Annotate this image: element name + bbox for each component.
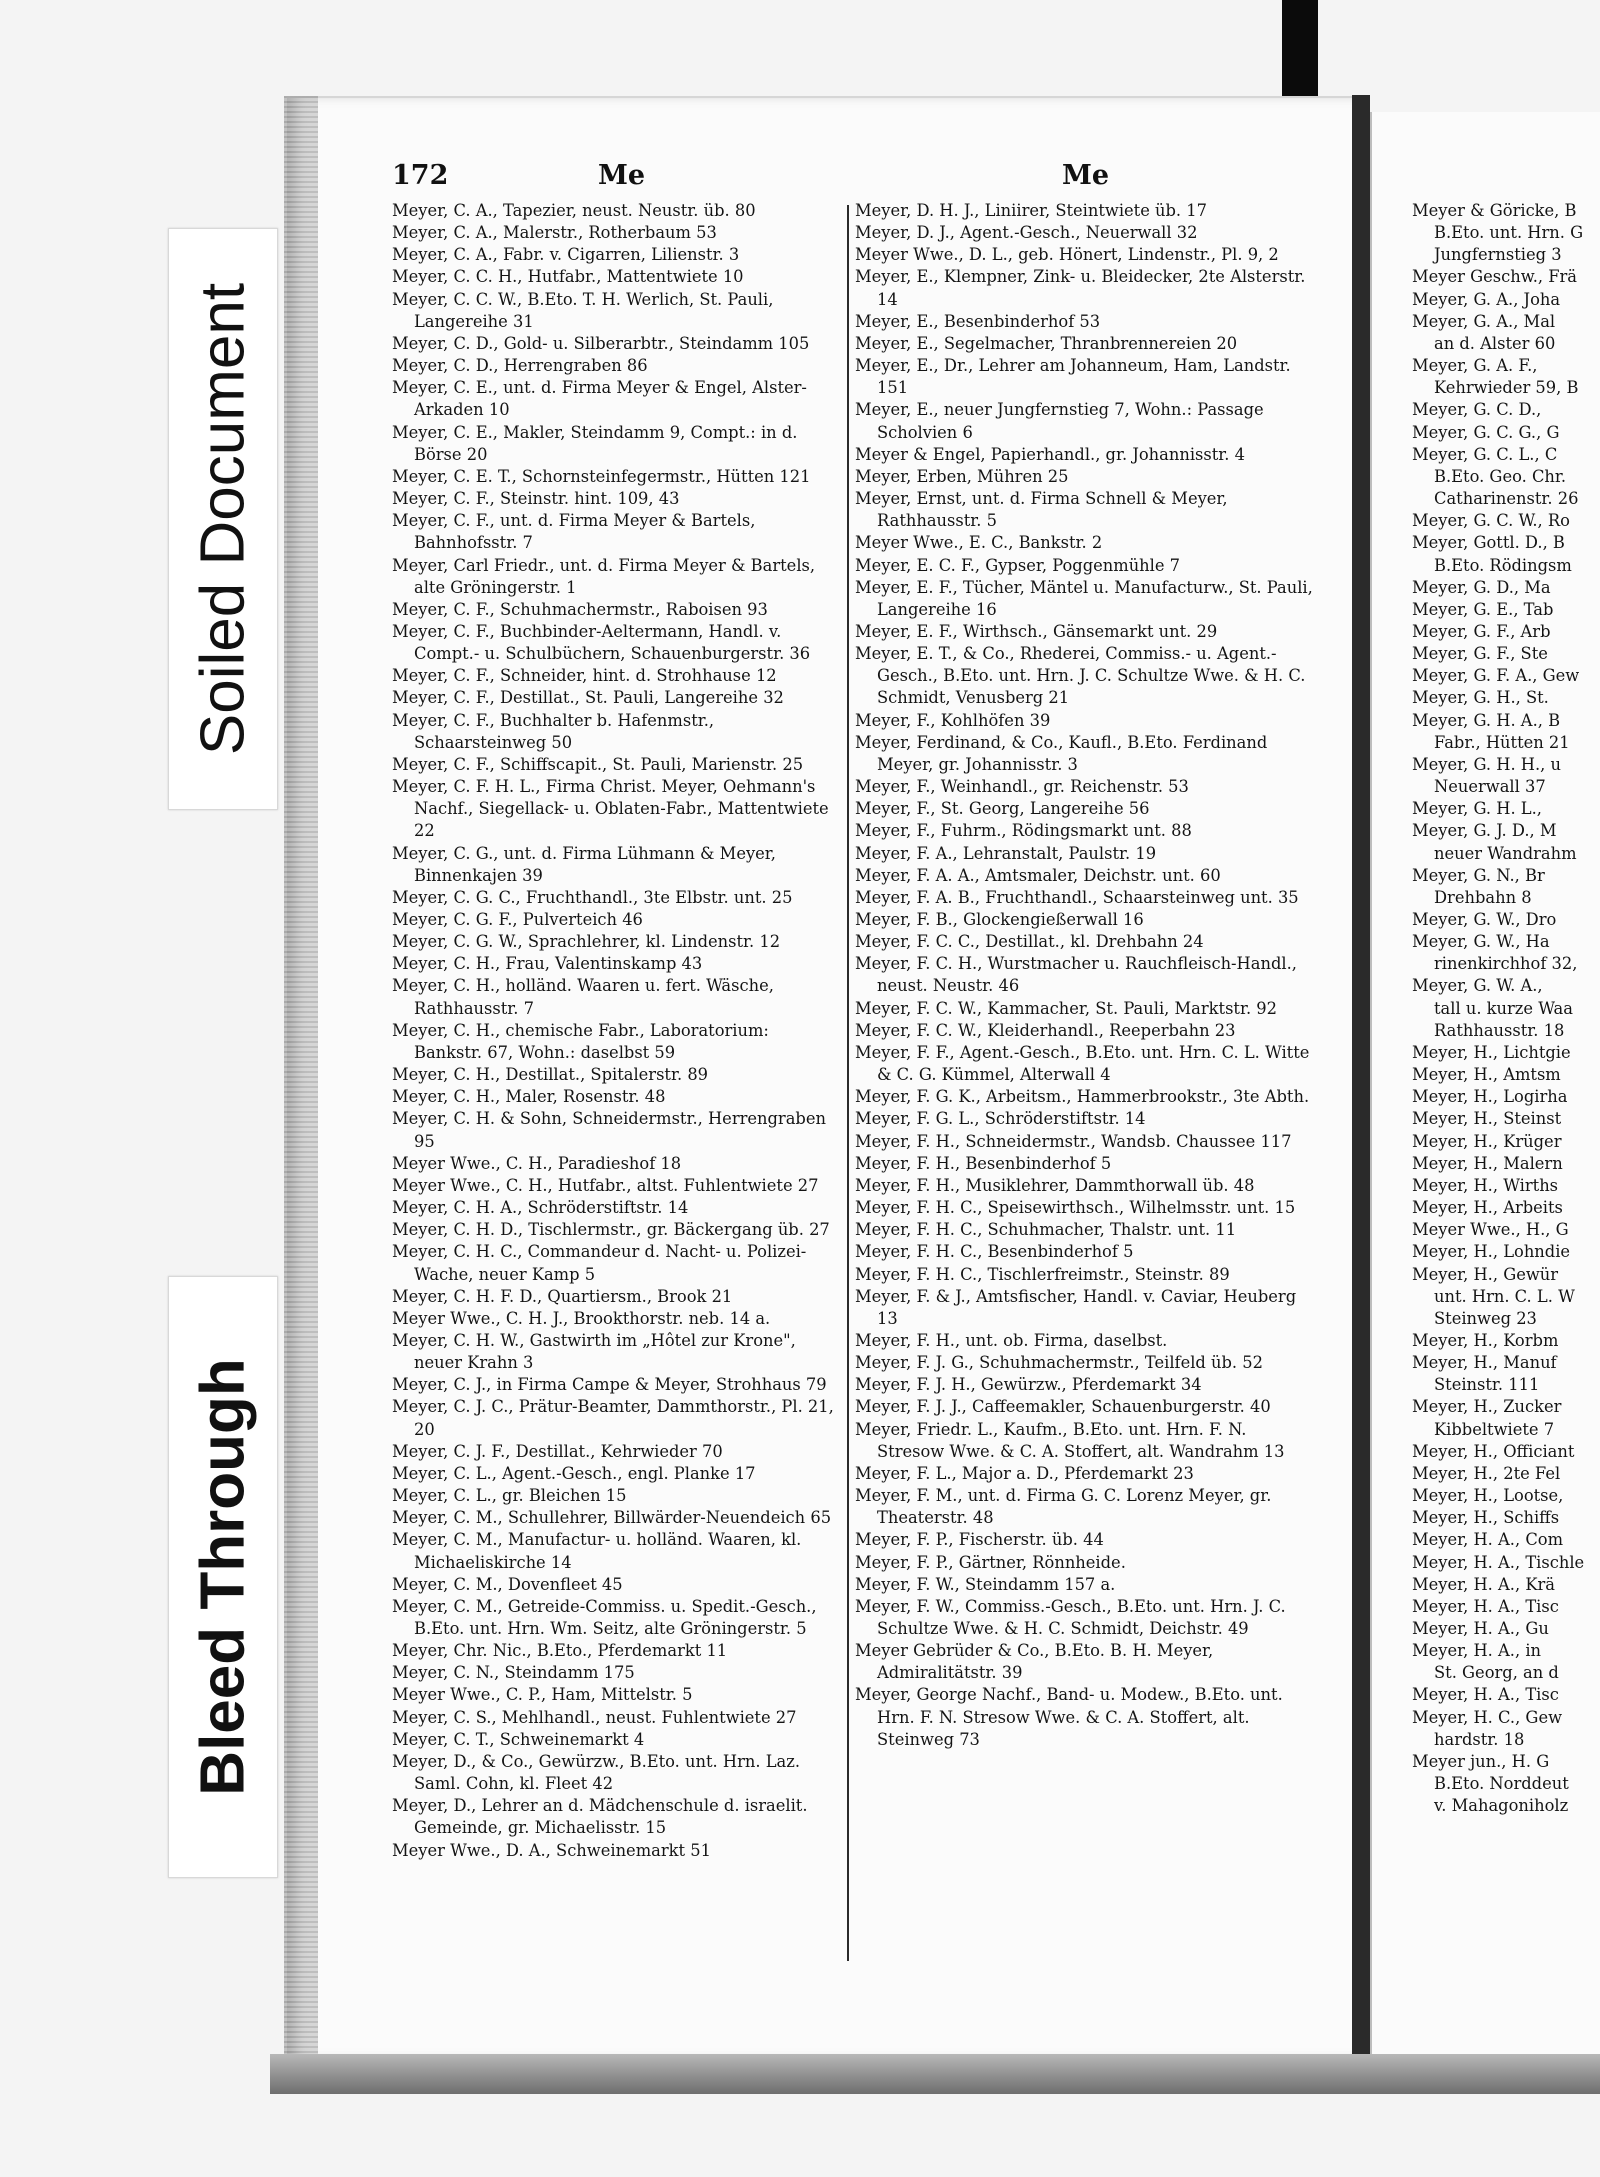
directory-entry: Meyer Gebrüder & Co., B.Eto. B. H. Meyer, Admiralitätstr. 39 [855, 1641, 1214, 1683]
directory-entry: Meyer, C. C. W., B.Eto. T. H. Werlich, St. Pauli, Langereihe 31 [392, 289, 774, 331]
directory-entry: hardstr. 18 [1434, 1729, 1525, 1749]
directory-entry: Meyer Wwe., D. A., Schweinemarkt 51 [392, 1840, 711, 1860]
directory-column-facing [1412, 200, 1600, 1817]
directory-entry: Meyer, H., Wirths [1412, 1175, 1559, 1195]
directory-entry: Meyer, E., Besenbinderhof 53 [855, 311, 1101, 331]
directory-entry: Meyer, F. W., Commiss.-Gesch., B.Eto. unt. Hrn. J. C. Schultze Wwe. & H. C. Schmidt, Deichstr. 49 [855, 1596, 1286, 1638]
directory-entry: Meyer, C. E., Makler, Steindamm 9, Compt.: in d. Börse 20 [392, 422, 798, 464]
directory-entry: Meyer, G. J. D., M [1412, 821, 1557, 841]
directory-entry: Meyer, H., Gewür [1412, 1264, 1559, 1284]
directory-entry: Meyer, Friedr. L., Kaufm., B.Eto. unt. Hrn. F. N. Stresow Wwe. & C. A. Stoffert, alt. Wandrahm 13 [855, 1419, 1285, 1461]
directory-entry: Meyer, H. A., Gu [1412, 1619, 1549, 1638]
directory-entry: Meyer, G. C. L., C [1412, 444, 1558, 464]
directory-column-left [392, 200, 842, 1862]
directory-entry: Meyer, C. F., Steinstr. hint. 109, 43 [392, 489, 680, 509]
directory-entry: Meyer, C. F., unt. d. Firma Meyer & Bartels, Bahnhofsstr. 7 [392, 511, 756, 553]
directory-entry: Meyer, C. F., Schiffscapit., St. Pauli, Marienstr. 25 [392, 754, 804, 774]
directory-entry: Meyer, C. M., Manufactur- u. holländ. Waaren, kl. Michaeliskirche 14 [392, 1530, 802, 1572]
directory-entry: Fabr., Hütten 21 [1434, 732, 1570, 752]
directory-entry: Meyer, F. J. H., Gewürzw., Pferdemarkt 34 [855, 1375, 1202, 1395]
directory-entry: Meyer, Carl Friedr., unt. d. Firma Meyer & Bartels, alte Gröningerstr. 1 [392, 555, 816, 597]
directory-entry: Meyer, H., Amtsm [1412, 1065, 1561, 1085]
directory-entry: Meyer, H. A., Tisc [1412, 1596, 1559, 1616]
directory-entry: Meyer, E., neuer Jungfernstieg 7, Wohn.: Passage Scholvien 6 [855, 400, 1264, 442]
directory-entry: Meyer, G. A., Mal [1412, 311, 1556, 331]
directory-entry: Meyer, C. A., Malerstr., Rotherbaum 53 [392, 223, 717, 243]
directory-entry: Meyer, H., Krüger [1412, 1131, 1562, 1151]
directory-entry: Meyer, F. H. C., Schuhmacher, Thalstr. unt. 11 [855, 1220, 1237, 1240]
directory-entry: Neuerwall 37 [1434, 777, 1546, 797]
directory-entry: Meyer, C. F., Buchbinder-Aeltermann, Handl. v. Compt.- u. Schulbüchern, Schauenburgerstr. 36 [392, 621, 811, 664]
directory-entry: Meyer, F. P., Gärtner, Rönnheide. [855, 1552, 1126, 1572]
directory-entry: Meyer, D., & Co., Gewürzw., B.Eto. unt. Hrn. Laz. Saml. Cohn, kl. Fleet 42 [392, 1751, 800, 1794]
page-header [392, 160, 1312, 196]
directory-entry: Meyer, C. H. & Sohn, Schneidermstr., Herrengraben 95 [392, 1109, 826, 1151]
directory-entry: Meyer, G. D., Ma [1412, 577, 1551, 597]
directory-entry: Meyer, Gottl. D., B [1412, 533, 1565, 553]
directory-entry: Meyer, H., Logirha [1412, 1087, 1568, 1107]
directory-entry: Meyer, H. A., Com [1412, 1530, 1564, 1550]
directory-entry: Meyer, C. H. W., Gastwirth im „Hôtel zur Krone", neuer Krahn 3 [392, 1330, 796, 1373]
directory-entry: Meyer, F. H. C., Besenbinderhof 5 [855, 1242, 1134, 1262]
directory-entry: Meyer, G. A., Joha [1412, 289, 1561, 309]
directory-entry: Meyer, F. H., Musiklehrer, Dammthorwall üb. 48 [855, 1175, 1255, 1195]
directory-entry: Meyer, C. H., Frau, Valentinskamp 43 [392, 954, 703, 974]
directory-entry: Meyer, G. W., Ha [1412, 932, 1550, 952]
directory-entry: Meyer, C. A., Fabr. v. Cigarren, Lilienstr. 3 [392, 245, 740, 265]
directory-entry: Meyer, F. J. J., Caffeemakler, Schauenburgerstr. 40 [855, 1397, 1271, 1417]
directory-entry: Meyer, C. E. T., Schornsteinfegermstr., Hütten 121 [392, 466, 811, 486]
directory-entry: B.Eto. Norddeut [1434, 1774, 1569, 1794]
directory-entry: Meyer, C. J. C., Prätur-Beamter, Dammthorstr., Pl. 21, 20 [392, 1397, 834, 1439]
directory-entry: Meyer, H., Arbeits [1412, 1198, 1563, 1218]
directory-entry: Meyer, G. H. L., [1412, 799, 1542, 819]
directory-entry: Meyer Wwe., C. H., Paradieshof 18 [392, 1153, 682, 1173]
directory-entry: Meyer & Engel, Papierhandl., gr. Johannisstr. 4 [855, 444, 1245, 464]
directory-entry: Meyer, C. C. H., Hutfabr., Mattentwiete 10 [392, 267, 744, 287]
page-number: 172 [392, 160, 449, 191]
directory-entry: Meyer, F. H. C., Tischlerfreimstr., Steinstr. 89 [855, 1264, 1230, 1284]
directory-entry: Meyer, H., Lichtgie [1412, 1042, 1571, 1062]
directory-entry: Meyer Wwe., C. H., Hutfabr., altst. Fuhlentwiete 27 [392, 1175, 819, 1195]
directory-entry: Meyer, E. F., Wirthsch., Gänsemarkt unt. 29 [855, 621, 1218, 641]
directory-entry: tall u. kurze Waa [1434, 998, 1573, 1018]
directory-entry: Meyer, C. F. H. L., Firma Christ. Meyer, Oehmann's Nachf., Siegellack- u. Oblaten-Fabr., Mattentwiete 22 [392, 777, 829, 841]
directory-entry: unt. Hrn. C. L. W [1434, 1286, 1575, 1306]
directory-entry: Meyer Geschw., Frä [1412, 267, 1578, 287]
directory-entry: Meyer Wwe., D. L., geb. Hönert, Lindenstr., Pl. 9, 2 [855, 245, 1279, 265]
directory-entry: Meyer, C. H., chemische Fabr., Laboratorium: Bankstr. 67, Wohn.: daselbst 59 [392, 1020, 769, 1062]
directory-entry: Meyer, F. L., Major a. D., Pferdemarkt 23 [855, 1463, 1194, 1483]
directory-entry: Meyer, H., 2te Fel [1412, 1463, 1561, 1483]
directory-entry: Meyer, Erben, Mühren 25 [855, 466, 1069, 486]
directory-entry: Meyer, F. C. W., Kammacher, St. Pauli, Marktstr. 92 [855, 998, 1278, 1018]
directory-entry: Meyer, E. T., & Co., Rhederei, Commiss.- u. Agent.-Gesch., B.Eto. unt. Hrn. J. C. Schultze Wwe. & H. C. Schmidt, Venusberg 21 [855, 644, 1306, 708]
directory-entry: Meyer, F. M., unt. d. Firma G. C. Lorenz Meyer, gr. Theaterstr. 48 [855, 1486, 1272, 1528]
directory-entry: B.Eto. Rödingsm [1434, 555, 1572, 575]
directory-entry: Meyer, D. J., Agent.-Gesch., Neuerwall 32 [855, 223, 1198, 243]
directory-entry: Meyer, H., Lootse, [1412, 1486, 1564, 1506]
directory-entry: Meyer, C. H., holländ. Waaren u. fert. Wäsche, Rathhausstr. 7 [392, 976, 774, 1018]
directory-entry: v. Mahagoniholz [1434, 1796, 1569, 1816]
directory-entry: Meyer, F., Kohlhöfen 39 [855, 710, 1051, 730]
directory-entry: Meyer, F. B., Glockengießerwall 16 [855, 910, 1144, 929]
directory-entry: Meyer, G. H., St. [1412, 688, 1549, 708]
directory-entry: Meyer, C. F., Buchhalter b. Hafenmstr., Schaarsteinweg 50 [392, 710, 715, 752]
soiled-document-tab [168, 228, 278, 810]
directory-entry: Meyer, E., Segelmacher, Thranbrennereien 20 [855, 333, 1238, 353]
directory-entry: Meyer, H., Zucker [1412, 1397, 1562, 1417]
directory-entry: Meyer, F. H. C., Speisewirthsch., Wilhelmsstr. unt. 15 [855, 1198, 1296, 1218]
directory-entry: Meyer jun., H. G [1412, 1751, 1550, 1771]
directory-entry: Meyer & Göricke, B [1412, 201, 1577, 220]
directory-entry: Meyer, H., Lohndie [1412, 1242, 1571, 1262]
directory-entry: Meyer, C. H., Maler, Rosenstr. 48 [392, 1087, 666, 1107]
directory-entry: Meyer, C. F., Schneider, hint. d. Strohhause 12 [392, 666, 777, 686]
directory-entry: Meyer, C. M., Getreide-Commiss. u. Spedit.-Gesch., B.Eto. unt. Hrn. Wm. Seitz, alte Gröningerstr. 5 [392, 1596, 817, 1638]
directory-entry: Meyer Wwe., C. P., Ham, Mittelstr. 5 [392, 1685, 693, 1705]
directory-entry: Meyer, C. H. C., Commandeur d. Nacht- u. Polizei-Wache, neuer Kamp 5 [392, 1242, 807, 1284]
book-spine [1352, 95, 1370, 2055]
directory-entry: Meyer, F. G. K., Arbeitsm., Hammerbrookstr., 3te Abth. [855, 1087, 1310, 1107]
directory-entry: Meyer, F., Weinhandl., gr. Reichenstr. 53 [855, 777, 1189, 797]
directory-entry: Meyer, H. C., Gew [1412, 1707, 1563, 1727]
directory-entry: Meyer, G. C. D., [1412, 400, 1542, 420]
soiled-document-label: Soiled Document [188, 282, 258, 756]
directory-entry: Kibbeltwiete 7 [1434, 1419, 1555, 1439]
directory-entry: Meyer, G. F., Ste [1412, 644, 1548, 664]
directory-entry: Meyer, G. E., Tab [1412, 599, 1554, 619]
headword-left: Me [598, 160, 646, 191]
directory-entry: Meyer, C. D., Gold- u. Silberarbtr., Steindamm 105 [392, 333, 810, 353]
directory-entry: Catharinenstr. 26 [1434, 489, 1579, 509]
directory-entry: Meyer, C. S., Mehlhandl., neust. Fuhlentwiete 27 [392, 1707, 797, 1727]
directory-entry: Meyer, F. C. W., Kleiderhandl., Reeperbahn 23 [855, 1020, 1236, 1040]
directory-entry: Meyer, C. H. F. D., Quartiersm., Brook 21 [392, 1286, 733, 1306]
directory-entry: an d. Alster 60 [1434, 333, 1556, 353]
directory-entry: Meyer, G. N., Br [1412, 865, 1545, 885]
directory-entry: Meyer, C. J., in Firma Campe & Meyer, Strohhaus 79 [392, 1375, 827, 1395]
bleed-through-label: Bleed Through [188, 1358, 258, 1796]
directory-entry: Meyer, F. F., Agent.-Gesch., B.Eto. unt. Hrn. C. L. Witte & C. G. Kümmel, Alterwall 4 [855, 1042, 1310, 1085]
directory-entry: Meyer, Ernst, unt. d. Firma Schnell & Meyer, Rathhausstr. 5 [855, 489, 1228, 531]
page-stack-edge [270, 2054, 1600, 2094]
directory-entry: Meyer, F. A. B., Fruchthandl., Schaarsteinweg unt. 35 [855, 887, 1299, 907]
page-gutter-shadow [284, 96, 318, 2056]
directory-entry: Meyer, G. H. H., u [1412, 754, 1562, 774]
directory-entry: Meyer, C. M., Dovenfleet 45 [392, 1574, 623, 1594]
directory-entry: Meyer, H. A., Krä [1412, 1574, 1555, 1594]
directory-entry: Meyer, E. C. F., Gypser, Poggenmühle 7 [855, 555, 1181, 575]
directory-entry: Meyer, H., Schiffs [1412, 1508, 1560, 1528]
directory-entry: rinenkirchhof 32, [1434, 954, 1578, 974]
directory-entry: Meyer, H., Korbm [1412, 1330, 1559, 1350]
directory-entry: Meyer, G. F., Arb [1412, 621, 1551, 641]
directory-entry: Meyer, H., Manuf [1412, 1353, 1557, 1373]
directory-entry: Meyer, C. G. W., Sprachlehrer, kl. Lindenstr. 12 [392, 932, 781, 952]
directory-entry: Meyer, C. T., Schweinemarkt 4 [392, 1729, 645, 1749]
directory-entry: B.Eto. unt. Hrn. G [1434, 223, 1584, 243]
directory-entry: Meyer, H. A., Tisc [1412, 1685, 1559, 1705]
directory-entry: Meyer, F. H., Schneidermstr., Wandsb. Chaussee 117 [855, 1131, 1292, 1151]
directory-entry: Meyer, C. F., Schuhmachermstr., Raboisen 93 [392, 599, 768, 619]
directory-entry: Meyer, E., Dr., Lehrer am Johanneum, Ham, Landstr. 151 [855, 356, 1291, 398]
directory-entry: Steinweg 23 [1434, 1308, 1537, 1328]
directory-entry: Meyer, C. F., Destillat., St. Pauli, Langereihe 32 [392, 688, 784, 708]
directory-entry: Meyer, C. H., Destillat., Spitalerstr. 89 [392, 1065, 709, 1085]
directory-entry: Kehrwieder 59, B [1434, 378, 1579, 398]
directory-entry: Meyer, G. F. A., Gew [1412, 666, 1580, 686]
directory-entry: Meyer, Chr. Nic., B.Eto., Pferdemarkt 11 [392, 1641, 728, 1661]
directory-entry: B.Eto. Geo. Chr. [1434, 466, 1567, 486]
directory-entry: Meyer, F., St. Georg, Langereihe 56 [855, 799, 1150, 819]
directory-entry: St. Georg, an d [1434, 1663, 1559, 1683]
directory-entry: Meyer, F. A. A., Amtsmaler, Deichstr. unt. 60 [855, 865, 1221, 885]
directory-entry: Meyer, C. N., Steindamm 175 [392, 1663, 635, 1683]
directory-entry: Meyer, George Nachf., Band- u. Modew., B.Eto. unt. Hrn. F. N. Stresow Wwe. & C. A. Stoffert, alt. Steinweg 73 [855, 1685, 1283, 1749]
directory-entry: Meyer, F. P., Fischerstr. üb. 44 [855, 1530, 1104, 1550]
directory-entry: neuer Wandrahm [1434, 843, 1577, 863]
directory-entry: Meyer, D., Lehrer an d. Mädchenschule d. israelit. Gemeinde, gr. Michaelisstr. 15 [392, 1796, 808, 1838]
directory-entry: Meyer, C. H. A., Schröderstiftstr. 14 [392, 1198, 689, 1218]
directory-entry: Meyer, G. C. W., Ro [1412, 511, 1570, 531]
directory-entry: Meyer, H., Malern [1412, 1153, 1563, 1173]
bleed-through-tab [168, 1276, 278, 1878]
directory-entry: Meyer, C. A., Tapezier, neust. Neustr. üb. 80 [392, 201, 756, 220]
directory-entry: Meyer, F. H., Besenbinderhof 5 [855, 1153, 1112, 1173]
directory-entry: Meyer, C. G., unt. d. Firma Lühmann & Meyer, Binnenkajen 39 [392, 843, 776, 885]
directory-entry: Meyer, G. C. G., G [1412, 422, 1560, 442]
directory-entry: Rathhausstr. 18 [1434, 1020, 1565, 1040]
directory-entry: Meyer, G. H. A., B [1412, 710, 1561, 730]
directory-entry: Meyer Wwe., H., G [1412, 1220, 1569, 1240]
directory-entry: Meyer, F. C. C., Destillat., kl. Drehbahn 24 [855, 932, 1204, 952]
directory-entry: Meyer, H. A., in [1412, 1641, 1542, 1661]
directory-entry: Meyer, F. C. H., Wurstmacher u. Rauchfleisch-Handl., neust. Neustr. 46 [855, 954, 1297, 996]
directory-entry: Meyer, H., Officiant [1412, 1441, 1575, 1461]
directory-entry: Meyer, G. A. F., [1412, 356, 1538, 376]
directory-entry: Meyer, F. A., Lehranstalt, Paulstr. 19 [855, 843, 1157, 863]
directory-entry: Meyer, E. F., Tücher, Mäntel u. Manufacturw., St. Pauli, Langereihe 16 [855, 577, 1313, 619]
directory-entry: Meyer, D. H. J., Liniirer, Steintwiete üb. 17 [855, 201, 1207, 220]
directory-entry: Meyer, G. W., Dro [1412, 910, 1557, 929]
directory-entry: Meyer, C. J. F., Destillat., Kehrwieder 70 [392, 1441, 723, 1461]
directory-entry: Meyer, C. D., Herrengraben 86 [392, 356, 648, 376]
directory-entry: Meyer, H. A., Tischle [1412, 1552, 1585, 1572]
directory-entry: Meyer, F., Fuhrm., Rödingsmarkt unt. 88 [855, 821, 1192, 841]
directory-column-right [855, 200, 1315, 1751]
directory-entry: Meyer, G. W. A., [1412, 976, 1543, 996]
directory-entry: Meyer Wwe., C. H. J., Brookthorstr. neb. 14 a. [392, 1308, 771, 1328]
column-divider [847, 205, 849, 1961]
directory-entry: Jungfernstieg 3 [1434, 245, 1562, 265]
directory-entry: Meyer, C. H. D., Tischlermstr., gr. Bäckergang üb. 27 [392, 1220, 830, 1240]
directory-entry: Meyer, Ferdinand, & Co., Kaufl., B.Eto. Ferdinand Meyer, gr. Johannisstr. 3 [855, 732, 1268, 774]
headword-right: Me [1062, 160, 1110, 191]
directory-entry: Meyer, C. G. C., Fruchthandl., 3te Elbstr. unt. 25 [392, 887, 793, 907]
directory-entry: Meyer, C. M., Schullehrer, Billwärder-Neuendeich 65 [392, 1508, 832, 1528]
directory-entry: Meyer, C. L., Agent.-Gesch., engl. Planke 17 [392, 1463, 756, 1483]
directory-entry: Meyer, E., Klempner, Zink- u. Bleidecker, 2te Alsterstr. 14 [855, 267, 1306, 309]
directory-entry: Meyer, F. & J., Amtsfischer, Handl. v. Caviar, Heuberg 13 [855, 1286, 1297, 1328]
directory-entry: Meyer, F. H., unt. ob. Firma, daselbst. [855, 1330, 1168, 1350]
directory-entry: Meyer, F. G. L., Schröderstiftstr. 14 [855, 1109, 1146, 1129]
directory-entry: Meyer, C. G. F., Pulverteich 46 [392, 910, 643, 929]
directory-entry: Meyer Wwe., E. C., Bankstr. 2 [855, 533, 1103, 553]
directory-entry: Meyer, F. W., Steindamm 157 a. [855, 1574, 1116, 1594]
directory-entry: Meyer, C. L., gr. Bleichen 15 [392, 1486, 627, 1506]
directory-entry: Drehbahn 8 [1434, 887, 1532, 907]
directory-entry: Meyer, H., Steinst [1412, 1109, 1562, 1129]
directory-entry: Meyer, C. E., unt. d. Firma Meyer & Engel, Alster-Arkaden 10 [392, 378, 807, 420]
directory-entry: Steinstr. 111 [1434, 1375, 1540, 1395]
directory-entry: Meyer, F. J. G., Schuhmachermstr., Teilfeld üb. 52 [855, 1353, 1263, 1373]
